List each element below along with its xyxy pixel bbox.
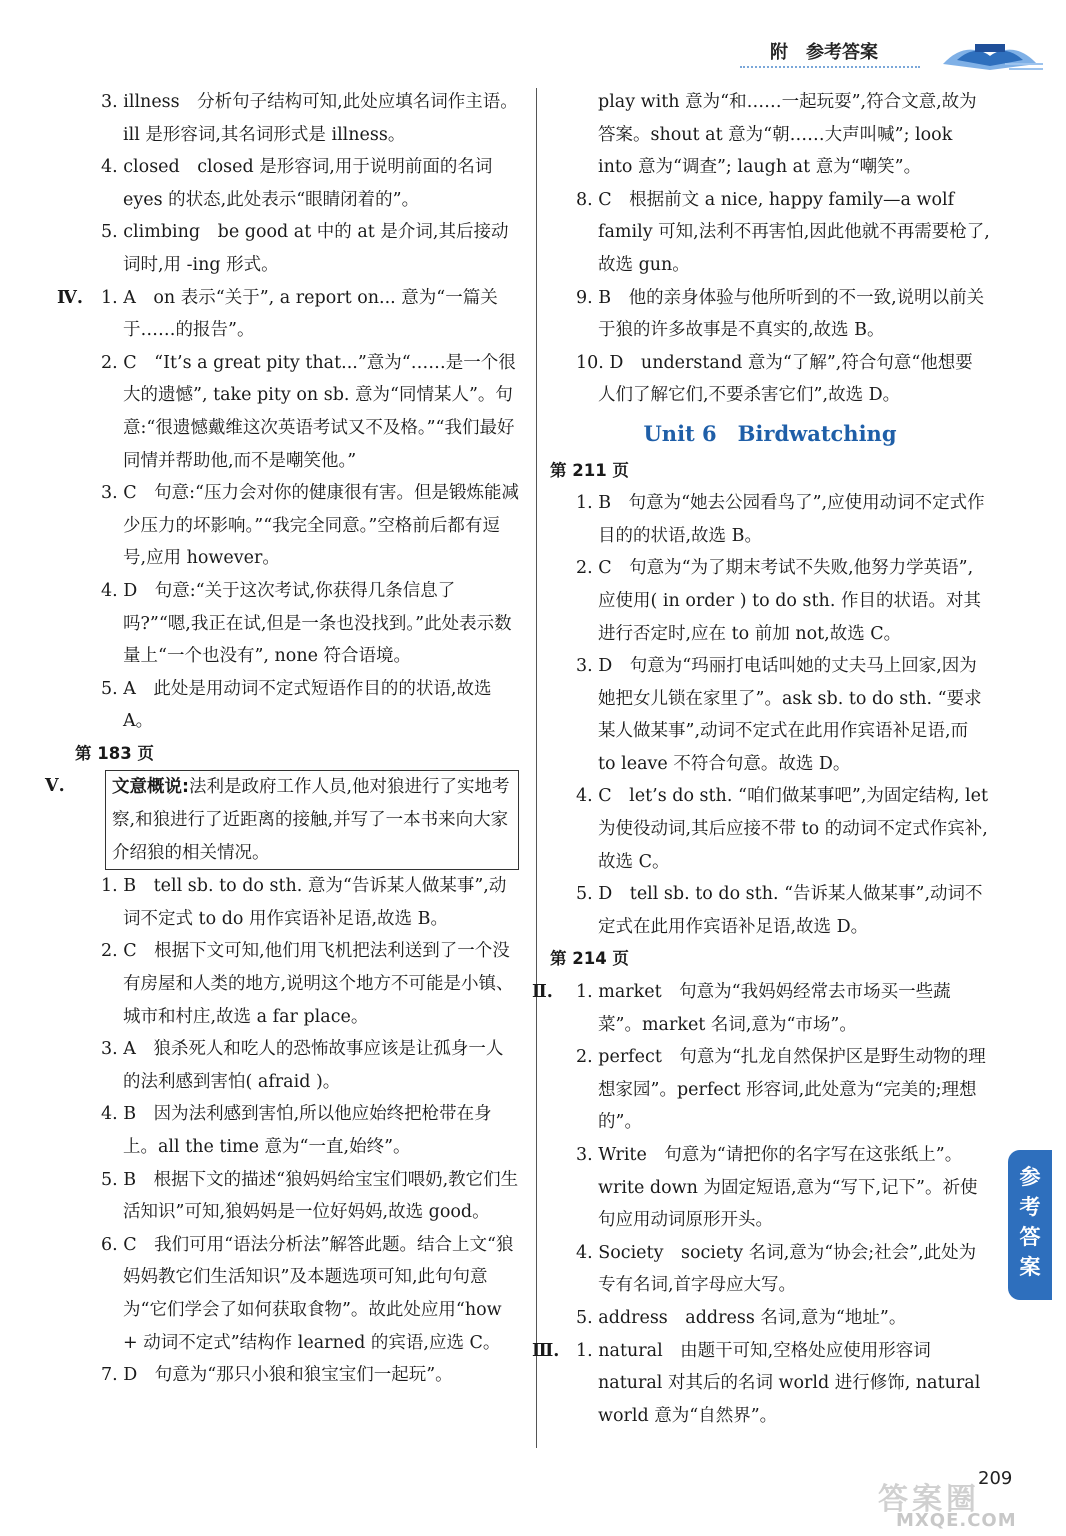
- header-rule: [740, 66, 920, 68]
- answer-item: 4. closed closed 是形容词,用于说明前面的名词 eyes 的状态,此处表示“眼睛闭着的”。: [101, 157, 493, 210]
- summary-text: 法利是政府工作人员,他对狼进行了实地考察,和狼进行了近距离的接触,并写了一本书来向大家介绍狼的相关情况。: [112, 777, 510, 863]
- answer-item: 6. C 我们可用“语法分析法”解答此题。结合上文“狼妈妈教它们生活知识”及本题选项可知,此句句意为“它们学会了如何获取食物”。故此处应用“how + 动词不定式”结构作 learned 的宾语,应选 C。: [101, 1234, 514, 1353]
- answer-item: 8. C 根据前文 a nice, happy family—a wolf family 可知,法利不再害怕,因此他就不再需要枪了,故选 gun。: [576, 189, 990, 275]
- section-numeral: Ⅲ.: [532, 1340, 560, 1361]
- book-logo-icon: [935, 34, 1045, 74]
- answer-item: Ⅲ. 1. natural 由题干可知,空格处应使用形容词 natural 对其后的名词 world 进行修饰, natural world 意为“自然界”。: [550, 1335, 990, 1433]
- answer-item: 3. C 句意:“压力会对你的健康很有害。但是锻炼能减少压力的坏影响。”“我完全同意。”空格前后都有逗号,应用 however。: [101, 483, 519, 569]
- answer-item: 3. illness 分析句子结构可知,此处应填名词作主语。ill 是形容词,其名词形式是 illness。: [101, 92, 518, 145]
- page-heading: 第 211 页: [550, 460, 629, 480]
- section-numeral: Ⅳ.: [57, 287, 83, 308]
- answer-item: 5. climbing be good at 中的 at 是介词,其后接动词时,用 -ing 形式。: [101, 222, 509, 275]
- right-column: [532, 86, 990, 1432]
- answer-item: 4. B 因为法利感到害怕,所以他应始终把枪带在身上。all the time 意为“一直,始终”。: [101, 1104, 492, 1157]
- answers-right-2: [550, 487, 990, 943]
- answer-item: 1. B tell sb. to do sth. 意为“告诉某人做某事”,动词不定式 to do 用作宾语补足语,故选 B。: [101, 876, 507, 929]
- summary-label: 文意概说:: [112, 777, 189, 798]
- answer-item: 2. C 句意为“为了期末考试不失败,他努力学英语”,应使用( in order ) to do sth. 作目的状语。对其进行否定时,应在 to 前加 not,故选 C。: [576, 558, 981, 644]
- side-tab: [1008, 1150, 1052, 1300]
- answers-left: [57, 86, 520, 738]
- watermark-line1: 答案圈: [878, 1482, 980, 1517]
- answer-item: 3. Write 句意为“请把你的名字写在这张纸上”。write down 为固定短语,意为“写下,记下”。祈使句应用动词原形开头。: [576, 1145, 978, 1231]
- page-number: 209: [978, 1468, 1013, 1489]
- answers-left-2: [75, 870, 520, 1392]
- answer-item: 3. D 句意为“玛丽打电话叫她的丈夫马上回家,因为她把女儿锁在家里了”。ask sb. to do sth. “要求某人做某事”,动词不定式在此用作宾语补足语,而 to leave 不符合句意。故选 D。: [576, 656, 982, 774]
- page-heading: 第 214 页: [550, 949, 629, 969]
- left-column: [45, 86, 520, 1392]
- answer-item: Ⅳ. 1. A on 表示“关于”, a report on... 意为“一篇关于……的报告”。: [75, 282, 520, 347]
- unit-title: Unit 6 Birdwatching: [643, 420, 897, 446]
- answers-right-3: [532, 976, 990, 1432]
- answers-right: [550, 86, 990, 412]
- answer-item: 2. C 根据下文可知,他们用飞机把法利送到了一个没有房屋和人类的地方,说明这个地方不可能是小镇、城市和村庄,故选 a far place。: [101, 941, 514, 1027]
- section-numeral: Ⅱ.: [532, 982, 553, 1003]
- answer-item: 5. A 此处是用动词不定式短语作目的的状语,故选 A。: [101, 678, 492, 732]
- answer-item: 9. B 他的亲身体验与他所听到的不一致,说明以前关于狼的许多故事是不真实的,故选 B。: [576, 287, 985, 341]
- summary-box: [105, 770, 519, 870]
- watermark-line2: MXQE.COM: [896, 1510, 1017, 1531]
- answer-item: 3. A 狼杀死人和吃人的恐怖故事应该是让孤身一人的法利感到害怕( afraid )。: [101, 1039, 504, 1092]
- answer-item: 2. perfect 句意为“扎龙自然保护区是野生动物的理想家园”。perfect 形容词,此处意为“完美的;理想的”。: [576, 1047, 986, 1133]
- section-numeral: Ⅴ.: [45, 776, 65, 797]
- answer-item: 1. B 句意为“她去公园看鸟了”,应使用动词不定式作目的的状语,故选 B。: [576, 493, 985, 546]
- answer-item: 10. D understand 意为“了解”,符合句意“他想要人们了解它们,不要杀害它们”,故选 D。: [576, 352, 973, 406]
- page-heading: 第 183 页: [75, 743, 154, 763]
- answer-item: 7. D 句意为“那只小狼和狼宝宝们一起玩”。: [101, 1365, 453, 1386]
- answer-item: 5. D tell sb. to do sth. “告诉某人做某事”,动词不定式在此用作宾语补足语,故选 D。: [576, 884, 983, 937]
- answer-item: 5. B 根据下文的描述“狼妈妈给宝宝们喂奶,教它们生活知识”可知,狼妈妈是一位好妈妈,故选 good。: [101, 1169, 519, 1223]
- answer-item: 4. D 句意:“关于这次考试,你获得几条信息了吗?”“嗯,我正在试,但是一条也没找到。”此处表示数量上“一个也没有”, none 符合语境。: [101, 580, 512, 667]
- answer-continuation: play with 意为“和……一起玩耍”,符合文意,故为答案。shout at 意为“朝……大声叫喊”; look into 意为“调查”; laugh at 意为“嘲笑”。: [598, 92, 977, 178]
- answer-item: 4. C let’s do sth. “咱们做某事吧”,为固定结构, let 为使役动词,其后应接不带 to 的动词不定式作宾补,故选 C。: [576, 786, 989, 872]
- answer-item: 2. C “It’s a great pity that...”意为“……是一个很大的遗憾”, take pity on sb. 意为“同情某人”。句意:“很遗憾戴维这次英语考试又不及格。”“我们最好同情并帮助他,而不是嘲笑他。”: [101, 352, 516, 471]
- column-divider: [536, 88, 537, 1448]
- header-title: 附 参考答案: [770, 42, 878, 63]
- side-tab-label: 参考答案: [1019, 1165, 1041, 1279]
- answer-item: 5. address address 名词,意为“地址”。: [576, 1307, 907, 1328]
- answer-item: Ⅱ. 1. market 句意为“我妈妈经常去市场买一些蔬菜”。market 名词,意为“市场”。: [550, 976, 990, 1041]
- watermark: [878, 1480, 1058, 1534]
- summary-row: [45, 770, 520, 870]
- answer-item: 4. Society society 名词,意为“协会;社会”,此处为专有名词,首字母应大写。: [576, 1242, 977, 1296]
